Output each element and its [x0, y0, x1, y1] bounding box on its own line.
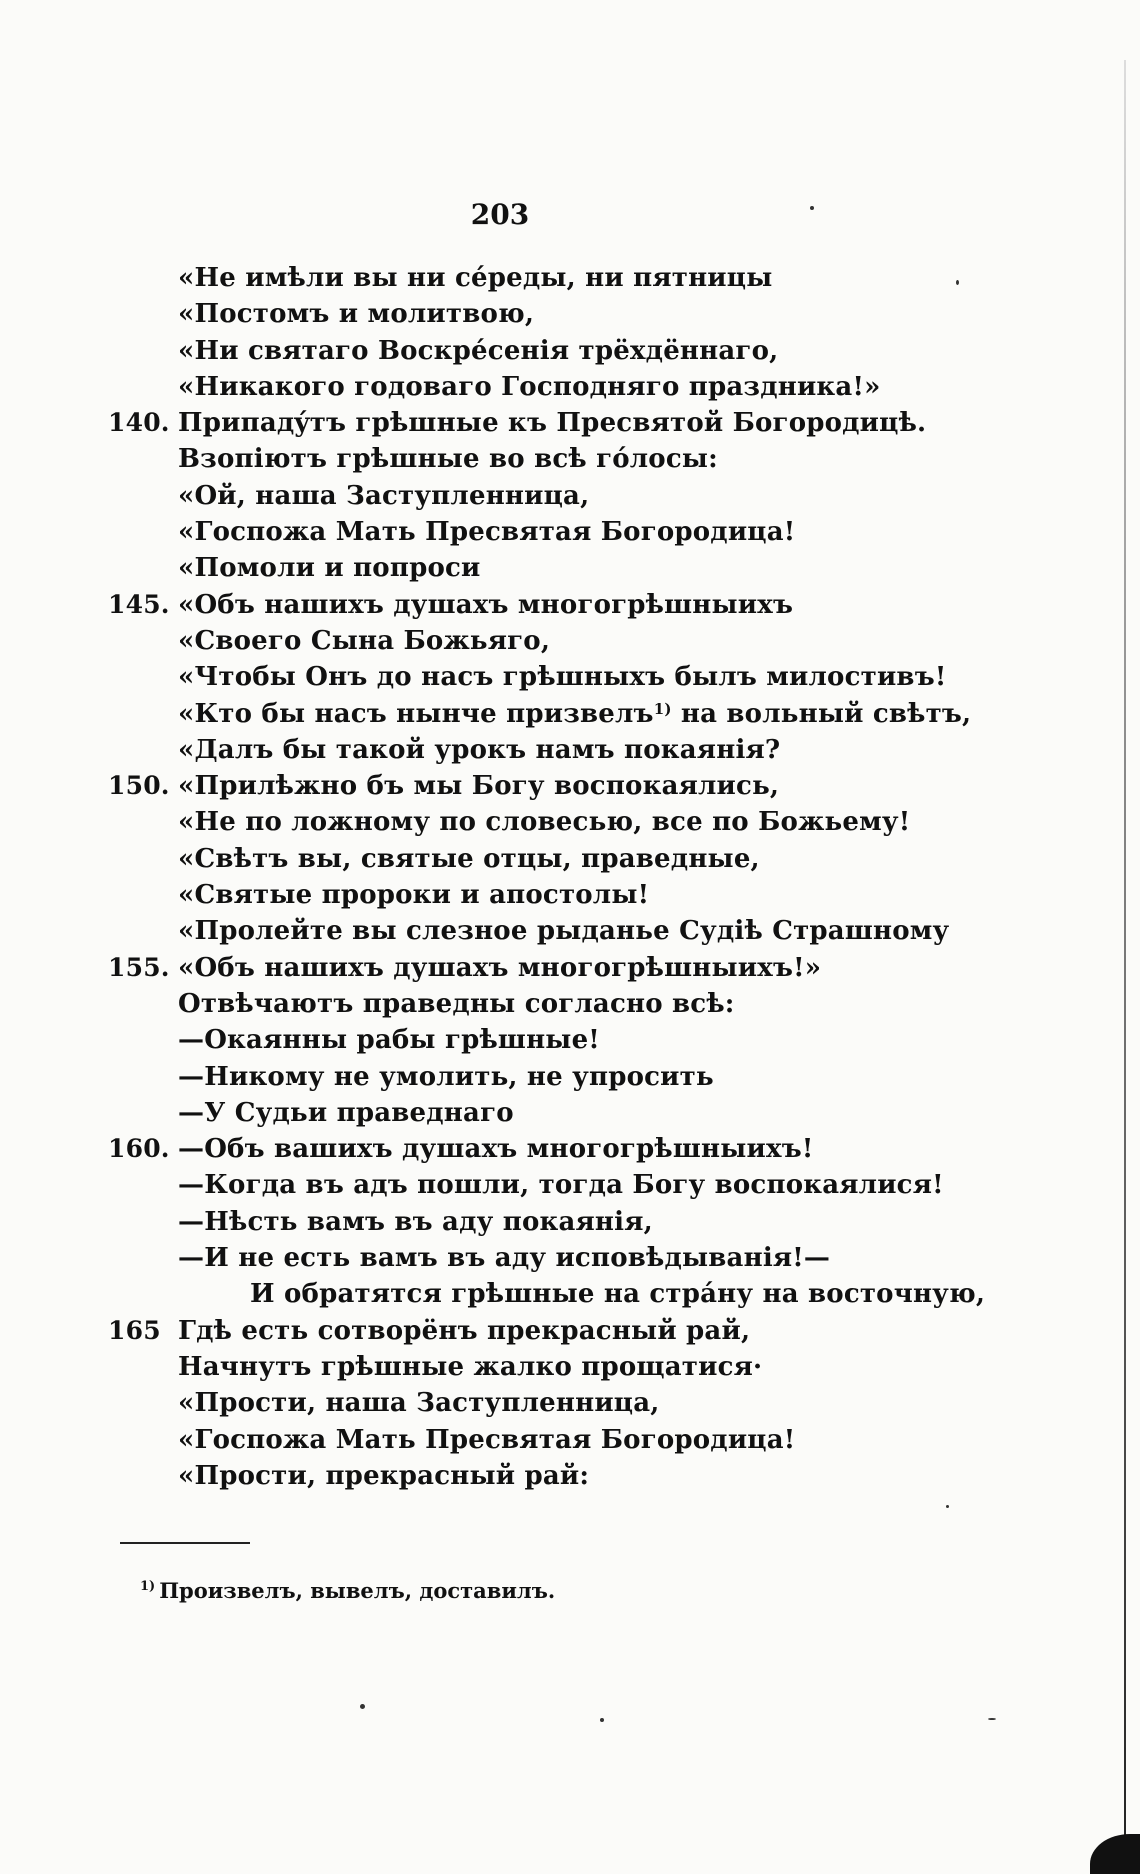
- line-text: [178, 1385, 660, 1421]
- line-text: [178, 333, 778, 369]
- line-text: [178, 732, 780, 768]
- poem-line: [0, 1313, 1140, 1349]
- poem-line: [0, 696, 1140, 732]
- line-text: [178, 1095, 514, 1131]
- poem-line: [0, 1422, 1140, 1458]
- line-text: [178, 950, 821, 986]
- poem-line: [0, 1458, 1140, 1494]
- poem-line: [0, 804, 1140, 840]
- poem-line: [0, 441, 1140, 477]
- line-text-main: Гдѣ есть сотворёнъ прекрасный рай,: [178, 1315, 751, 1346]
- poem-line: [0, 369, 1140, 405]
- line-text-main: «Госпожа Мать Пресвятая Богородица!: [178, 517, 796, 548]
- poem-line: [0, 1022, 1140, 1058]
- line-text: [178, 1349, 762, 1385]
- scan-speck: [600, 1718, 604, 1722]
- line-text: [178, 768, 779, 804]
- line-text-main: «Свѣтъ вы, святые отцы, праведные,: [178, 843, 760, 874]
- line-text: [178, 1204, 653, 1240]
- line-text-main: —Нѣсть вамъ въ аду покаянія,: [178, 1206, 653, 1237]
- line-text-main: —У Судьи праведнаго: [178, 1097, 514, 1128]
- line-text-main: «Пролейте вы слезное рыданье Судіѣ Страшному: [178, 916, 950, 947]
- line-text-main: —И не есть вамъ въ аду исповѣдыванія!—: [178, 1243, 831, 1274]
- line-text-main: «Чтобы Онъ до насъ грѣшныхъ былъ милостивъ!: [178, 662, 947, 693]
- poem-line: [0, 986, 1140, 1022]
- scan-corner-blot: [1090, 1834, 1140, 1874]
- poem-line: [0, 587, 1140, 623]
- poem-line: [0, 1385, 1140, 1421]
- poem-line: [0, 1240, 1140, 1276]
- line-text: [178, 1059, 714, 1095]
- footnote-mark: 1): [140, 1579, 156, 1594]
- line-text-main: Припадýтъ грѣшные къ Пресвятой Богородицѣ.: [178, 408, 927, 439]
- poem-line: [0, 1349, 1140, 1385]
- line-text: [178, 986, 735, 1022]
- line-text-main: «Прости, прекрасный рай:: [178, 1460, 590, 1491]
- line-text-main: «Никакого годоваго Господняго праздника!»: [178, 371, 881, 402]
- line-text: [178, 296, 534, 332]
- line-text: [178, 587, 793, 623]
- line-text: [178, 1022, 600, 1058]
- poem-line: [0, 1167, 1140, 1203]
- line-text-main: «Помоли и попроси: [178, 553, 481, 584]
- line-text-main: И обратятся грѣшные на стрáну на восточную,: [250, 1279, 986, 1310]
- line-number: 165: [108, 1315, 161, 1345]
- poem-line: [0, 732, 1140, 768]
- line-text-main: «Не по ложному по словесью, все по Божьему!: [178, 807, 911, 838]
- poem-line: [0, 659, 1140, 695]
- line-text: [178, 1167, 944, 1203]
- poem-line: [0, 950, 1140, 986]
- footnote-reference: 1): [653, 699, 672, 718]
- poem-line: [0, 768, 1140, 804]
- scan-speck: [810, 206, 814, 210]
- line-text-main: «Госпожа Мать Пресвятая Богородица!: [178, 1424, 796, 1455]
- line-number: 145.: [108, 589, 170, 619]
- line-text: [178, 1458, 589, 1494]
- line-number: 155.: [108, 952, 170, 982]
- line-text: [178, 804, 910, 840]
- line-number: 140.: [108, 408, 170, 438]
- line-text-main: Начнутъ грѣшные жалко прощатися·: [178, 1351, 763, 1382]
- poem-line: [0, 913, 1140, 949]
- footnote-divider: [120, 1542, 250, 1544]
- line-text: [178, 405, 926, 441]
- line-text-main: «Святые пророки и апостолы!: [178, 880, 650, 911]
- poem-line: [0, 1131, 1140, 1167]
- poem-body: [0, 260, 1140, 1494]
- line-text-tail: на вольный свѣтъ,: [671, 698, 972, 729]
- scan-speck: [956, 280, 959, 285]
- line-text: [178, 478, 589, 514]
- line-text-main: «Не имѣли вы ни сéреды, ни пятницы: [178, 263, 773, 293]
- line-text: [178, 841, 760, 877]
- poem-line: [0, 841, 1140, 877]
- poem-line: [0, 478, 1140, 514]
- footnote-text: Произвелъ, вывелъ, доставилъ.: [159, 1578, 556, 1603]
- line-number: 160.: [108, 1134, 170, 1164]
- line-text-main: —Когда въ адъ пошли, тогда Богу воспокаялися!: [178, 1170, 944, 1201]
- line-number: 150.: [108, 771, 170, 801]
- line-text: [178, 1131, 814, 1167]
- line-text-main: «Далъ бы такой урокъ намъ покаянія?: [178, 734, 781, 765]
- line-text: [250, 1276, 985, 1312]
- poem-line: [0, 1095, 1140, 1131]
- line-text-main: Взопіютъ грѣшные во всѣ гóлосы:: [178, 444, 718, 475]
- line-text: [178, 913, 949, 949]
- line-text: [178, 1240, 830, 1276]
- line-text: [178, 550, 481, 586]
- line-text-main: «Своего Сына Божьяго,: [178, 625, 551, 656]
- line-text: [178, 260, 772, 296]
- scan-speck: [946, 1505, 949, 1508]
- footnote: [140, 1578, 555, 1603]
- line-text: [178, 1422, 795, 1458]
- poem-line: [0, 296, 1140, 332]
- scan-speck: [360, 1704, 365, 1709]
- poem-line: [0, 550, 1140, 586]
- line-text-main: —Объ вашихъ душахъ многогрѣшныихъ!: [178, 1134, 814, 1165]
- line-text-main: Отвѣчаютъ праведны согласно всѣ:: [178, 988, 735, 1019]
- line-text: [178, 514, 795, 550]
- line-text-main: «Кто бы насъ нынче призвелъ: [178, 698, 654, 729]
- page-number: 203: [470, 198, 530, 231]
- line-text: [178, 1313, 750, 1349]
- line-text-main: «Ни святаго Воскрéсенія трёхдённаго,: [178, 335, 779, 366]
- poem-line: [0, 260, 1140, 296]
- line-text-main: «Постомъ и молитвою,: [178, 299, 535, 330]
- poem-line: [0, 514, 1140, 550]
- line-text-main: —Никому не умолить, не упросить: [178, 1061, 714, 1092]
- poem-line: [0, 333, 1140, 369]
- line-text-main: «Объ нашихъ душахъ многогрѣшныихъ: [178, 589, 794, 620]
- line-text: [178, 659, 946, 695]
- poem-line: [0, 877, 1140, 913]
- poem-line: [0, 405, 1140, 441]
- line-text-main: «Объ нашихъ душахъ многогрѣшныихъ!»: [178, 952, 822, 983]
- poem-line: [0, 1204, 1140, 1240]
- line-text: [178, 696, 971, 732]
- line-text-main: —Окаянны рабы грѣшные!: [178, 1025, 600, 1056]
- line-text: [178, 441, 718, 477]
- poem-line: [0, 623, 1140, 659]
- line-text: [178, 369, 881, 405]
- line-text: [178, 877, 649, 913]
- line-text-main: «Прилѣжно бъ мы Богу воспокаялись,: [178, 771, 780, 802]
- line-text-main: «Прости, наша Заступленница,: [178, 1388, 660, 1419]
- poem-line: [0, 1276, 1140, 1312]
- line-text-main: «Ой, наша Заступленница,: [178, 480, 590, 511]
- line-text: [178, 623, 550, 659]
- scan-speck: [988, 1718, 996, 1720]
- poem-line: [0, 1059, 1140, 1095]
